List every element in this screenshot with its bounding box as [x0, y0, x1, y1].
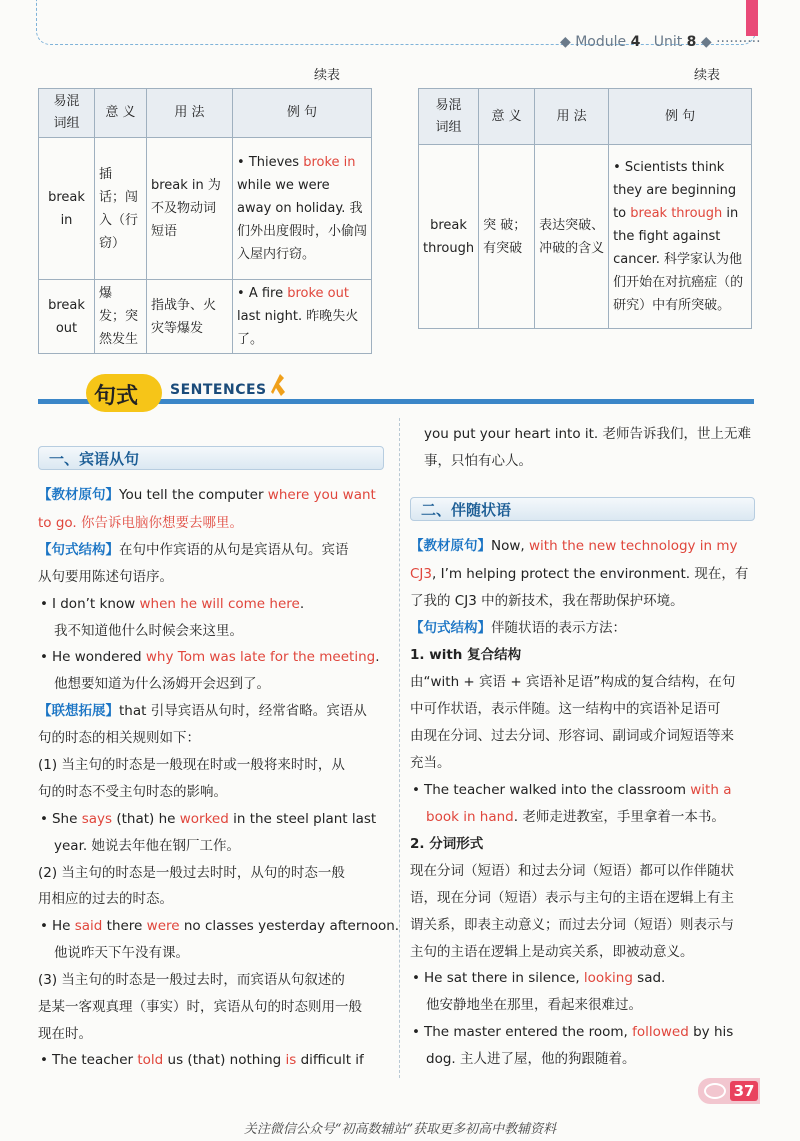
footer-note: 关注微信公众号“初高数辅站”获取更多初高中教辅资料: [243, 1122, 557, 1137]
phrase-cell: break in: [39, 138, 95, 280]
runner-icon: [270, 372, 290, 398]
text-line: (2) 当主句的时态是一般过去时时，从句的时态一般: [38, 865, 345, 881]
text-line: 他说昨天下午没有课。: [54, 945, 189, 961]
text-line: 【联想拓展】that 引导宾语从句时，经常省略。宾语从: [38, 703, 367, 719]
text-line: 句的时态的相关规则如下：: [38, 730, 200, 746]
text-line: 充当。: [410, 755, 451, 771]
table-header: 用 法: [147, 89, 233, 138]
example-cell: • Scientists think they are beginning to break through in the fight against cancer. 科学家认为他们开始在对抗癌症（的研究）中有所突破。: [609, 145, 752, 329]
text-line: 从句要用陈述句语序。: [38, 569, 173, 585]
text-line: 他安静地坐在那里，看起来很难过。: [426, 997, 642, 1013]
example-line: • He sat there in silence, looking sad.: [412, 965, 665, 992]
text-line: 【教材原句】Now, with the new technology in my: [410, 538, 738, 554]
text-line: 由“with + 宾语 + 宾语补足语”构成的复合结构，在句: [410, 674, 736, 690]
example-cell: • A fire broke out last night. 昨晚失火了。: [233, 280, 372, 354]
example-line: • I don’t know when he will come here.: [40, 591, 304, 618]
continued-label-right: 续表: [694, 68, 721, 83]
text-line: you put your heart into it. 老师告诉我们，世上无难: [424, 426, 751, 442]
page-oval-decoration: [704, 1083, 726, 1099]
section-title-accompanying-adverbial: 二、伴随状语: [410, 497, 755, 521]
table-header: 意 义: [95, 89, 147, 138]
column-divider: [399, 418, 400, 1078]
usage-cell: break in 为不及物动词短语: [147, 138, 233, 280]
table-header: 易混 词组: [39, 89, 95, 138]
usage-cell: 表达突破、冲破的含义: [535, 145, 609, 329]
vocab-table-left: [38, 88, 372, 354]
vocab-table-right: [418, 88, 752, 329]
example-line: • He wondered why Tom was late for the meeting.: [40, 644, 380, 671]
text-line: 中可作状语，表示伴随。这一结构中的宾语补足语可: [410, 701, 721, 717]
example-line: • The teacher walked into the classroom with a: [412, 777, 731, 804]
header-color-tab: [746, 0, 758, 36]
subheading: 2. 分词形式: [410, 836, 484, 852]
text-line: 用相应的过去的时态。: [38, 891, 173, 907]
meaning-cell: 爆 发；突 然发生: [95, 280, 147, 354]
table-row: [419, 145, 752, 329]
example-line: • He said there were no classes yesterday afternoon.: [40, 913, 399, 940]
text-line: 主句的主语在逻辑上是动宾关系，即被动意义。: [410, 944, 694, 960]
text-line: 是某一客观真理（事实）时，宾语从句的时态则用一般: [38, 999, 362, 1015]
section-title-object-clause: 一、宾语从句: [38, 446, 384, 470]
text-line: 了我的 CJ3 中的新技术，我在帮助保护环境。: [410, 593, 684, 609]
example-cell: • Thieves broke in while we were away on holiday. 我们外出度假时，小偷闯入屋内行窃。: [233, 138, 372, 280]
phrase-cell: break through: [419, 145, 479, 329]
table-row: [39, 138, 372, 280]
text-line: 【句式结构】伴随状语的表示方法：: [410, 620, 626, 636]
text-line: year. 她说去年他在钢厂工作。: [54, 838, 240, 854]
text-line: 他想要知道为什么汤姆开会迟到了。: [54, 676, 270, 692]
text-line: 现在时。: [38, 1026, 92, 1042]
example-line: • The teacher told us (that) nothing is difficult if: [40, 1047, 364, 1074]
table-header: 易混 词组: [419, 89, 479, 145]
phrase-cell: break out: [39, 280, 95, 354]
usage-cell: 指战争、火灾等爆发: [147, 280, 233, 354]
text-line: to go. 你告诉电脑你想要去哪里。: [38, 515, 244, 531]
text-line: 事，只怕有心人。: [424, 453, 532, 469]
text-line: 【句式结构】在句中作宾语的从句是宾语从句。宾语: [38, 542, 349, 558]
text-line: (1) 当主句的时态是一般现在时或一般将来时时，从: [38, 757, 345, 773]
text-line: dog. 主人进了屋，他的狗跟随着。: [426, 1051, 636, 1067]
meaning-cell: 插 话；闯 入（行窃）: [95, 138, 147, 280]
page-number: 37: [730, 1081, 758, 1101]
text-line: 【教材原句】You tell the computer where you want: [38, 487, 376, 503]
text-line: 由现在分词、过去分词、形容词、副词或介词短语等来: [410, 728, 734, 744]
subheading: 1. with 复合结构: [410, 647, 522, 663]
text-line: 谓关系，即表主动意义；而过去分词（短语）则表示与: [410, 917, 734, 933]
text-line: CJ3, I’m helping protect the environment. 现在，有: [410, 566, 749, 582]
text-line: book in hand. 老师走进教室，手里拿着一本书。: [426, 809, 725, 825]
table-header: 例 句: [609, 89, 752, 145]
text-line: 句的时态不受主句时态的影响。: [38, 784, 227, 800]
text-line: 我不知道他什么时候会来这里。: [54, 623, 243, 639]
table-row: [39, 280, 372, 354]
example-line: • She says (that) he worked in the steel plant last: [40, 806, 376, 833]
sentences-badge: 句式: [86, 374, 162, 412]
continued-label-left: 续表: [314, 68, 341, 83]
table-header: 意 义: [479, 89, 535, 145]
module-unit-label: ◆ Module 4 Unit 8 ◆ ··········: [560, 34, 761, 50]
text-line: 现在分词（短语）和过去分词（短语）都可以作伴随状: [410, 863, 734, 879]
text-line: 语，现在分词（短语）表示与主句的主语在逻辑上有主: [410, 890, 734, 906]
example-line: • The master entered the room, followed by his: [412, 1019, 733, 1046]
meaning-cell: 突 破；有突破: [479, 145, 535, 329]
text-line: (3) 当主句的时态是一般过去时，而宾语从句叙述的: [38, 972, 345, 988]
sentences-english-title: SENTENCES: [170, 382, 267, 398]
table-header: 用 法: [535, 89, 609, 145]
table-header: 例 句: [233, 89, 372, 138]
